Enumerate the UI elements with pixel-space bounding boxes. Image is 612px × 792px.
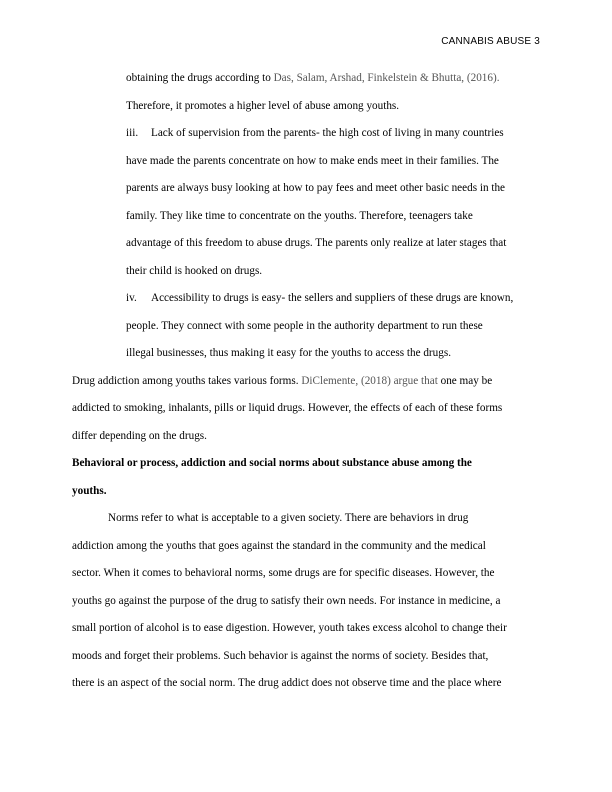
list-item-iv-line: Accessibility to drugs is easy- the sellers and suppliers of these drugs are known, <box>151 292 514 304</box>
list-item-iii-line: advantage of this freedom to abuse drugs. The parents only realize at later stages that <box>126 237 507 249</box>
list-marker-iv: iv. <box>126 292 137 304</box>
section-heading-line-2: youths. <box>72 484 107 497</box>
continuation-text: obtaining the drugs according to <box>126 72 274 84</box>
forms-paragraph-line: differ depending on the drugs. <box>72 429 207 442</box>
list-item-iv-line: illegal businesses, thus making it easy for the youths to access the drugs. <box>126 347 452 359</box>
norms-paragraph-line: addiction among the youths that goes against the standard in the community and the medical <box>72 539 486 552</box>
list-marker-iii: iii. <box>126 127 139 139</box>
list-item-iii-line: parents are always busy looking at how to pay fees and meet other basic needs in the <box>126 182 506 194</box>
forms-paragraph-line-1 <box>72 375 492 387</box>
continuation-line-2: Therefore, it promotes a higher level of abuse among youths. <box>126 99 400 112</box>
norms-paragraph-line: Norms refer to what is acceptable to a given society. There are behaviors in drug <box>108 512 469 524</box>
norms-paragraph-line: sector. When it comes to behavioral norms, some drugs are for specific diseases. However, the <box>72 567 495 579</box>
list-item-iii-line: Lack of supervision from the parents- the high cost of living in many countries <box>151 127 504 139</box>
paragraph-text: one may be <box>437 374 493 387</box>
norms-paragraph-line: moods and forget their problems. Such behavior is against the norms of society. Besides that, <box>72 649 489 662</box>
list-item-iv-line: people. They connect with some people in the authority department to run these <box>126 319 483 332</box>
citation: DiClemente, (2018) argue that <box>301 374 438 387</box>
list-item-iii-line: have made the parents concentrate on how to make ends meet in their families. The <box>126 154 499 167</box>
norms-paragraph-line: small portion of alcohol is to ease digestion. However, youth takes excess alcohol to change their <box>72 622 507 634</box>
norms-paragraph-line: there is an aspect of the social norm. The drug addict does not observe time and the place where <box>72 677 502 689</box>
list-item-iii-line: family. They like time to concentrate on the youths. Therefore, teenagers take <box>126 209 473 222</box>
citation: Das, Salam, Arshad, Finkelstein & Bhutta, (2016). <box>273 72 500 84</box>
continuation-line-1 <box>126 72 500 84</box>
paragraph-text: Drug addiction among youths takes various forms. <box>72 374 302 387</box>
norms-paragraph-line: youths go against the purpose of the drug to satisfy their own needs. For instance in medicine, a <box>72 594 501 607</box>
running-head-title: CANNABIS ABUSE <box>441 36 532 47</box>
list-item-iii-line: their child is hooked on drugs. <box>126 264 263 277</box>
section-heading-line-1: Behavioral or process, addiction and social norms about substance abuse among the <box>72 457 472 469</box>
running-header <box>441 36 540 47</box>
forms-paragraph-line: addicted to smoking, inhalants, pills or liquid drugs. However, the effects of each of these forms <box>72 402 503 414</box>
page-number: 3 <box>534 36 540 47</box>
